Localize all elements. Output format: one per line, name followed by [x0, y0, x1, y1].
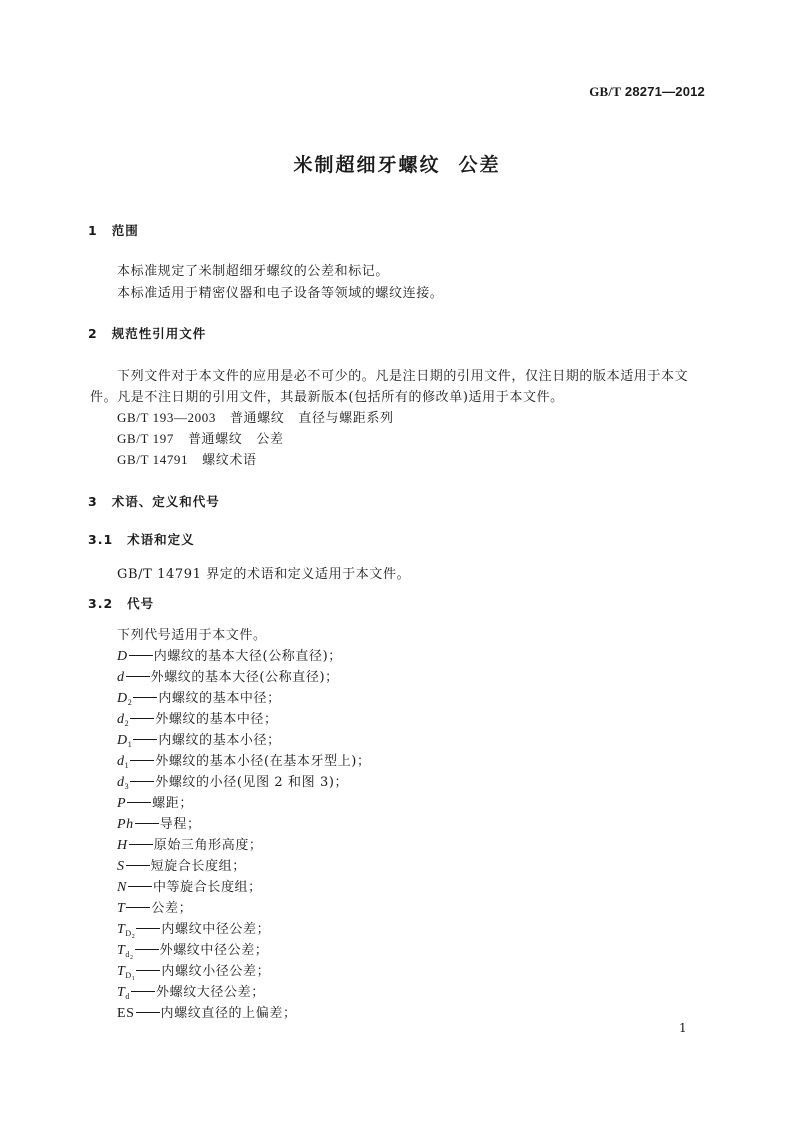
- symbol-definition: [117, 981, 265, 1001]
- scope-paragraph-1: 本标准规定了米制超细牙螺纹的公差和标记。: [117, 264, 390, 279]
- reference-item: [117, 407, 394, 426]
- section-3-2-heading: [88, 594, 154, 612]
- symbol-description: 导程；: [159, 817, 201, 832]
- symbol: d: [117, 670, 125, 685]
- symbol: T: [117, 901, 126, 916]
- symbol-definition: [117, 834, 263, 854]
- symbol: H: [117, 838, 128, 853]
- em-dash-separator: [130, 781, 154, 782]
- standard-number: [589, 84, 705, 100]
- symbol-description: 内螺纹的基本小径；: [158, 733, 281, 748]
- symbol-description: 公差；: [151, 901, 193, 916]
- em-dash-separator: [133, 697, 157, 698]
- symbol: $d_2$: [117, 712, 130, 728]
- symbol: $T_d$: [117, 985, 130, 1001]
- reference-item: [117, 428, 284, 447]
- symbol: $d_1$: [117, 754, 130, 770]
- symbol: N: [117, 880, 127, 895]
- section-3-heading: [88, 492, 220, 510]
- terms-definitions-text: GB/T 14791 界定的术语和定义适用于本文件。: [117, 567, 411, 582]
- em-dash-separator: [126, 907, 150, 908]
- title-sub: 公差: [458, 154, 501, 176]
- symbol-definition: [117, 792, 193, 812]
- section-title: 规范性引用文件: [111, 326, 207, 341]
- symbol-description: 内螺纹小径公差；: [161, 964, 271, 979]
- symbol-description: 外螺纹中径公差；: [159, 943, 269, 958]
- reference-title: 普通螺纹: [229, 411, 285, 426]
- symbol-definition: [117, 855, 246, 875]
- em-dash-separator: [126, 865, 150, 866]
- symbol-description: 内螺纹的基本大径(公称直径)；: [153, 649, 342, 664]
- symbol-definition: [117, 876, 262, 896]
- section-title: 代号: [127, 596, 155, 611]
- symbol-description: 中等旋合长度组；: [152, 880, 262, 895]
- page-number: 1: [679, 1021, 687, 1035]
- em-dash-separator: [129, 655, 153, 656]
- section-number: 3.2: [88, 596, 114, 611]
- section-number: 3.1: [88, 532, 114, 547]
- symbol-description: 短旋合长度组；: [150, 859, 246, 874]
- symbol: $d_3$: [117, 775, 130, 791]
- reference-code: GB/T 197: [117, 431, 174, 446]
- symbols-intro: 下列代号适用于本文件。: [117, 628, 267, 643]
- reference-item: [117, 449, 257, 468]
- section-2-heading: [88, 324, 206, 342]
- symbol: $T_{D_2}$: [117, 922, 136, 940]
- symbol: $D_2$: [117, 691, 133, 707]
- symbol: $T_{D_1}$: [117, 964, 136, 982]
- symbol-description: 外螺纹的基本小径(在基本牙型上)；: [155, 754, 371, 769]
- em-dash-separator: [129, 844, 153, 845]
- symbol-definition: [117, 666, 339, 686]
- symbol-description: 外螺纹的小径(见图 2 和图 3)；: [155, 775, 349, 790]
- em-dash-separator: [126, 676, 150, 677]
- symbol-description: 原始三角形高度；: [153, 838, 263, 853]
- standard-code: 28271—2012: [621, 84, 705, 99]
- section-title: 术语、定义和代号: [111, 494, 220, 509]
- symbol-definition: [117, 771, 348, 791]
- symbol: Ph: [117, 817, 134, 832]
- symbol-description: 内螺纹的基本中径；: [158, 691, 281, 706]
- symbol-definition: [117, 729, 281, 749]
- symbol-description: 外螺纹的基本大径(公称直径)；: [150, 670, 339, 685]
- symbol-definition: [117, 645, 342, 665]
- em-dash-separator: [133, 739, 157, 740]
- section-number: 2: [88, 326, 98, 341]
- title-main: 米制超细牙螺纹: [293, 154, 441, 176]
- symbol-definition: [117, 708, 278, 728]
- symbol-description: 外螺纹大径公差；: [156, 985, 265, 1000]
- symbol-definition: [117, 750, 371, 770]
- em-dash-separator: [130, 760, 154, 761]
- symbol-definition: [117, 813, 201, 833]
- symbol-description: 内螺纹直径的上偏差；: [160, 1006, 297, 1021]
- reference-code: GB/T 14791: [117, 452, 189, 467]
- document-title: [0, 150, 794, 177]
- symbol: $D_1$: [117, 733, 133, 749]
- section-number: 3: [88, 494, 98, 509]
- symbol-definition: [117, 939, 268, 961]
- symbol: P: [117, 796, 127, 811]
- symbol-description: 螺距；: [152, 796, 193, 811]
- symbol-description: 外螺纹的基本中径；: [155, 712, 278, 727]
- symbol: $T_{d_2}$: [117, 943, 134, 961]
- symbol: ES: [117, 1006, 135, 1021]
- section-title: 范围: [111, 223, 139, 238]
- reference-code: GB/T 193—2003: [117, 410, 216, 425]
- em-dash-separator: [135, 949, 159, 950]
- section-title: 术语和定义: [127, 532, 195, 547]
- section-3-1-heading: [88, 530, 195, 548]
- symbol-definition: [117, 897, 192, 917]
- em-dash-separator: [135, 823, 159, 824]
- reference-subtitle: 直径与螺距系列: [298, 411, 394, 426]
- section-number: 1: [88, 223, 98, 238]
- em-dash-separator: [131, 991, 155, 992]
- section-1-heading: [88, 221, 139, 239]
- em-dash-separator: [128, 886, 152, 887]
- symbol-definition: [117, 960, 270, 982]
- em-dash-separator: [130, 718, 154, 719]
- reference-title: 普通螺纹: [187, 432, 243, 447]
- em-dash-separator: [136, 970, 160, 971]
- references-intro-line-2: 件。凡是不注日期的引用文件，其最新版本(包括所有的修改单)适用于本文件。: [90, 390, 564, 405]
- em-dash-separator: [127, 802, 151, 803]
- em-dash-separator: [136, 1012, 160, 1013]
- reference-subtitle: 公差: [256, 432, 284, 447]
- symbol-definition: [117, 1002, 297, 1022]
- references-intro-line-1: 下列文件对于本文件的应用是必不可少的。凡是注日期的引用文件，仅注日期的版本适用于本文: [117, 369, 689, 384]
- scope-paragraph-2: 本标准适用于精密仪器和电子设备等领域的螺纹连接。: [117, 286, 444, 301]
- symbol-description: 内螺纹中径公差；: [161, 922, 271, 937]
- symbol: S: [117, 859, 125, 874]
- reference-title: 螺纹术语: [202, 453, 257, 468]
- symbol: D: [117, 649, 128, 664]
- standard-prefix: GB/T: [589, 84, 622, 99]
- symbol-definition: [117, 918, 270, 940]
- em-dash-separator: [136, 928, 160, 929]
- symbol-definition: [117, 687, 281, 707]
